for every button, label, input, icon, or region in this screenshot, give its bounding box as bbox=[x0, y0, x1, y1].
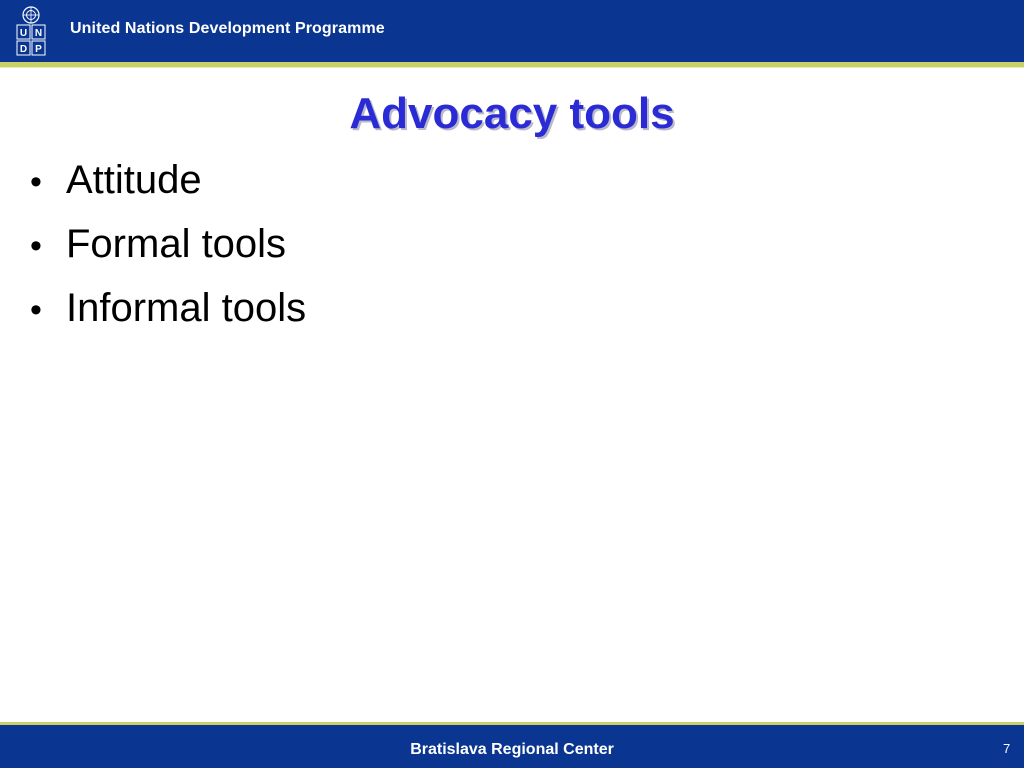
bullet-list bbox=[30, 150, 306, 342]
bullet-text: Informal tools bbox=[66, 286, 307, 330]
bullet-item-attitude bbox=[30, 150, 306, 214]
organization-name: United Nations Development Programme bbox=[70, 20, 385, 37]
bullet-item-formal-tools bbox=[30, 214, 306, 278]
bullet-marker: • bbox=[30, 291, 42, 329]
header-accent-stripe-thin bbox=[0, 67, 1024, 68]
un-emblem-icon bbox=[23, 7, 39, 23]
footer-text: Bratislava Regional Center bbox=[410, 741, 614, 758]
bullet-text: Formal tools bbox=[66, 222, 287, 266]
logo-letter-n: N bbox=[34, 28, 43, 39]
bullet-marker: • bbox=[30, 227, 42, 265]
logo-letter-u: U bbox=[19, 28, 28, 39]
logo-letter-p: P bbox=[35, 44, 42, 55]
logo-letter-d: D bbox=[19, 44, 28, 55]
page-number: 7 bbox=[1003, 741, 1011, 756]
undp-logo bbox=[16, 5, 46, 57]
bullet-text: Attitude bbox=[66, 158, 202, 202]
bullet-item-informal-tools bbox=[30, 278, 306, 342]
slide-title: Advocacy tools bbox=[349, 89, 675, 138]
bullet-marker: • bbox=[30, 163, 42, 201]
